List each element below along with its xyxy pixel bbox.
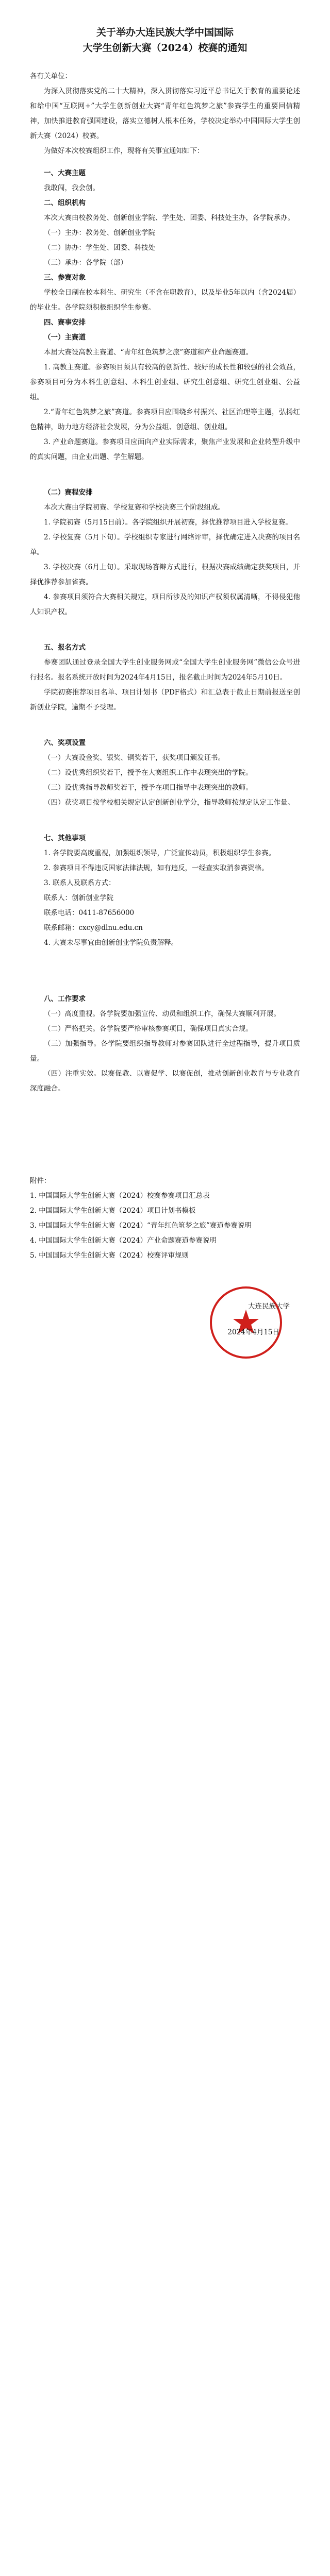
section-2-heading: 二、组织机构: [44, 199, 86, 207]
section-4-sub1-para: 3. 产业命题赛道。参赛项目应面向产业实际需求，聚焦产业发展和企业转型升级中的真实问题，由企业出题、学生解题。: [30, 438, 300, 461]
document-title: [30, 25, 300, 56]
section-1-heading: 一、大赛主题: [44, 169, 86, 177]
section-4-heading: 四、赛事安排: [44, 318, 86, 327]
section-8-para: （四）注重实效。以赛促教、以赛促学、以赛促创，推动创新创业教育与专业教育深度融合。: [30, 1070, 300, 1093]
section-4-sub2-heading: （二）赛程安排: [44, 488, 93, 497]
section-3-body: 学校全日制在校本科生、研究生（不含在职教育），以及毕业5年以内（含2024届）的毕业生。各学院须积极组织学生参赛。: [30, 289, 300, 312]
section-8-para: （一）高度重视。各学院要加强宣传、动员和组织工作，确保大赛顺利开展。: [44, 1010, 280, 1018]
section-5-heading: 五、报名方式: [44, 643, 86, 652]
section-7-heading: 七、其他事项: [44, 834, 86, 842]
section-2-item: （三）承办：各学院（部）: [44, 259, 127, 267]
annex-heading: 附件：: [30, 1177, 51, 1185]
section-8-para: （三）加强指导。各学院要组织指导教师对参赛团队进行全过程指导，提升项目质量。: [30, 1040, 300, 1063]
document-page: [30, 25, 300, 1402]
section-6-para: （三）设优秀指导教师奖若干，授予在项目指导中表现突出的教师。: [44, 784, 253, 792]
annex-item: 2. 中国国际大学生创新大赛（2024）项目计划书模板: [30, 1207, 196, 1215]
signature-org: 大连民族大学: [248, 1302, 290, 1311]
section-4-sub2-para: 1. 学院初赛（5月15日前）。各学院组织开展初赛，择优推荐项目进入学校复赛。: [44, 518, 292, 527]
annex-item: 1. 中国国际大学生创新大赛（2024）校赛参赛项目汇总表: [30, 1192, 210, 1200]
section-2-body: 本次大赛由校教务处、创新创业学院、学生处、团委、科技处主办，各学院承办。: [44, 214, 294, 222]
section-2-item: （一）主办：教务处、创新创业学院: [44, 229, 155, 237]
section-6-para: （四）获奖项目按学校相关规定认定创新创业学分，指导教师按规定认定工作量。: [44, 799, 294, 807]
section-4-sub1-para: 1. 高教主赛道。参赛项目须具有较高的创新性、较好的成长性和较强的社会效益，参赛项目可分为本科生创意组、本科生创业组、研究生创意组、研究生创业组、公益组。: [30, 363, 300, 401]
section-8-para: （二）严格把关。各学院要严格审核参赛项目，确保项目真实合规。: [44, 1025, 253, 1033]
section-7-para: 3. 联系人及联系方式：: [44, 879, 116, 887]
intro-paragraph-1: 为深入贯彻落实党的二十大精神，深入贯彻落实习近平总书记关于教育的重要论述和给中国“互联网+”大学生创新创业大赛“青年红色筑梦之旅”参赛学生的重要回信精神，加快推进教育强国建设，落实立德树人根本任务，学校决定举办中国国际大学生创新大赛（2024）校赛。: [30, 87, 300, 140]
title-line-1: 关于举办大连民族大学中国国际: [96, 27, 234, 38]
section-4-sub1-para: 本届大赛设高教主赛道、“青年红色筑梦之旅”赛道和产业命题赛道。: [44, 348, 253, 357]
intro-paragraph-2: 为做好本次校赛组织工作，现将有关事宜通知如下：: [44, 147, 204, 155]
section-7-para: 2. 参赛项目不得违反国家法律法规，如有违反，一经查实取消参赛资格。: [44, 864, 269, 872]
section-8-heading: 八、工作要求: [44, 995, 86, 1003]
section-7-para: 联系人：创新创业学院: [44, 894, 113, 902]
section-7-para: 联系邮箱：cxcy@dlnu.edu.cn: [44, 924, 143, 932]
section-7-para: 联系电话：0411-87656000: [44, 909, 135, 917]
section-7-para: 4. 大赛未尽事宜由创新创业学院负责解释。: [44, 939, 178, 947]
annex-item: 3. 中国国际大学生创新大赛（2024）“青年红色筑梦之旅”赛道参赛说明: [30, 1222, 252, 1230]
section-1-body: 我敢闯，我会创。: [44, 184, 100, 192]
section-5-para: 学院初赛推荐项目名单、项目计划书（PDF格式）和汇总表于截止日期前报送至创新创业学院，逾期不予受理。: [30, 688, 300, 711]
signature-date: 2024年4月15日: [227, 1328, 279, 1336]
signature-block: [30, 1284, 300, 1402]
section-3-heading: 三、参赛对象: [44, 274, 86, 282]
section-4-sub2-para: 2. 学校复赛（5月下旬）。学校组织专家进行网络评审，择优确定进入决赛的项目名单。: [30, 533, 300, 556]
section-4-sub1-para: 2.“青年红色筑梦之旅”赛道。参赛项目应围绕乡村振兴、社区治理等主题，弘扬红色精神，助力地方经济社会发展，分为公益组、创意组、创业组。: [30, 408, 300, 431]
section-6-heading: 六、奖项设置: [44, 739, 86, 747]
official-seal-icon: [207, 1284, 285, 1361]
title-line-2: 大学生创新大赛（2024）校赛的通知: [82, 42, 248, 54]
section-4-sub2-para: 3. 学校决赛（6月上旬）。采取现场答辩方式进行，根据决赛成绩确定获奖项目，并择优推荐参加省赛。: [30, 563, 300, 586]
annex-item: 4. 中国国际大学生创新大赛（2024）产业命题赛道参赛说明: [30, 1236, 217, 1245]
section-4-sub1-heading: （一）主赛道: [44, 333, 86, 342]
annex-item: 5. 中国国际大学生创新大赛（2024）校赛评审规则: [30, 1251, 189, 1260]
section-7-para: 1. 各学院要高度重视，加强组织领导，广泛宣传动员，积极组织学生参赛。: [44, 849, 276, 857]
section-6-para: （一）大赛设金奖、银奖、铜奖若干，获奖项目颁发证书。: [44, 754, 225, 762]
section-6-para: （二）设优秀组织奖若干，授予在大赛组织工作中表现突出的学院。: [44, 769, 253, 777]
section-4-sub2-para: 4. 参赛项目须符合大赛相关规定，项目所涉及的知识产权须权属清晰，不得侵犯他人知识产权。: [30, 593, 300, 616]
section-2-item: （二）协办：学生处、团委、科技处: [44, 244, 155, 252]
section-4-sub2-para: 本次大赛由学院初赛、学校复赛和学校决赛三个阶段组成。: [44, 503, 225, 512]
salutation: 各有关单位：: [30, 72, 72, 80]
section-5-para: 参赛团队通过登录全国大学生创业服务网或“全国大学生创业服务网”微信公众号进行报名。报名系统开放时间为2024年4月15日，报名截止时间为2024年5月10日。: [30, 658, 300, 682]
